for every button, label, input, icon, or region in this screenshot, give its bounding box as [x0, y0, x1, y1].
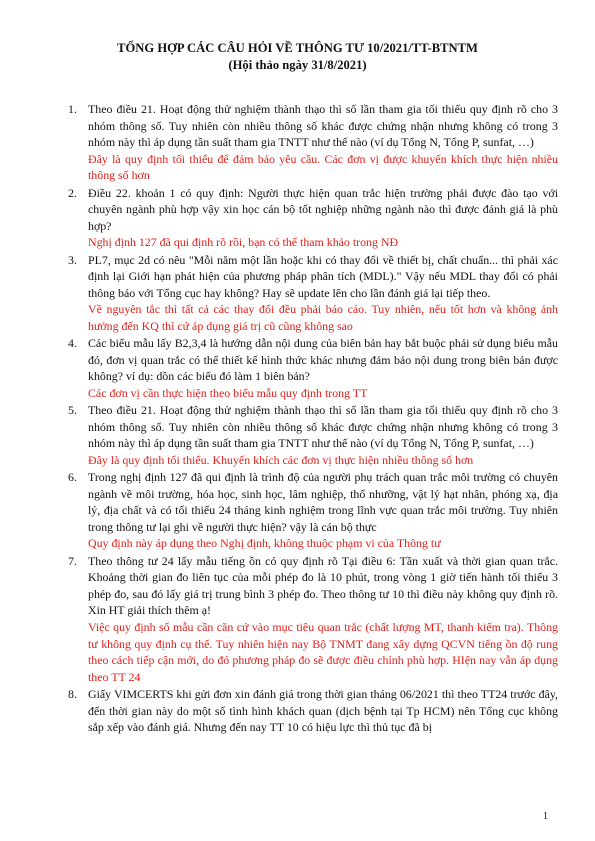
question-item-8	[68, 686, 558, 736]
question-number: 3.	[68, 252, 77, 267]
document-subtitle: (Hội thảo ngày 31/8/2021)	[228, 58, 367, 72]
question-text: Trong nghị định 127 đã qui định là trình độ của người phụ trách quan trắc môi trường có chuyên ngành về môi trường, hóa học, sinh học, lâm nghiệp, thổ nhưỡng, vật lý hạt nhân, phóng xạ, địa lý, địa chất và có tối thiểu 24 tháng kinh nghiệm trong lĩnh vực quan trắc môi trường. Tuy nhiên trong thông tư lại ghi về người thực hiện? vậy là cán bộ thực	[88, 470, 558, 534]
question-number: 1.	[68, 102, 77, 116]
question-item-3	[68, 252, 558, 335]
question-list	[68, 101, 558, 736]
answer-text: Quy định này áp dụng theo Nghị định, không thuộc phạm vi của Thông tư	[88, 536, 441, 551]
question-item-6	[68, 469, 558, 552]
question-text: Giấy VIMCERTS khi gửi đơn xin đánh giá trong thời gian tháng 06/2021 thì theo TT24 trước đây, đến thời gian này do một số tình hình khách quan (dịch bệnh tại Tp HCM) nên Tổng cục không sắp xếp vào đánh giá. Nhưng đến nay TT 10 có hiệu lực thì thủ tục đã bị	[88, 686, 558, 735]
answer-text: Về nguyên tắc thì tất cả các thay đổi đều phải báo cáo. Tuy nhiên, nếu tốt hơn và không ảnh hưởng đến KQ thì cứ áp dụng giá trị cũ cũng không sao	[88, 302, 558, 333]
question-number: 7.	[68, 553, 77, 568]
answer-text: Nghị định 127 đã qui định rõ rồi, bạn có thể tham khảo trong NĐ	[88, 235, 399, 250]
question-text: Các biểu mẫu lấy B2,3,4 là hướng dẫn nội dung của biên bản hay bắt buộc phải sử dụng biểu mẫu đó, đơn vị quan trắc có thể thiết kế hình thức khác nhưng đảm bảo nội dung trong biên bản được không? ví dụ: dồn các biểu đó làm 1 biên bản?	[88, 336, 558, 384]
question-text: Theo điều 21. Hoạt động thử nghiệm thành thạo thì số lần tham gia tối thiểu quy định rõ cho 3 nhóm thông số. Tuy nhiên còn nhiều thông số khác được chứng nhận nhưng không có trong 3 nhóm này thì áp dụng tần suất tham gia TNTT như thế nào (ví dụ Tổng N, Tổng P, sunfat, …)	[88, 102, 558, 150]
question-number: 5.	[68, 403, 77, 418]
document-header	[0, 40, 595, 74]
question-number: 6.	[68, 470, 77, 485]
question-text: Theo thông tư 24 lấy mẫu tiếng ồn có quy định rõ Tại điều 6: Tần xuất và thời gian quan trắc. Khoảng thời gian đo liên tục của mỗi phép đo là 10 phút, trong vòng 1 giờ tiến hành tối thiểu 3 phép đo, sau đó lấy giá trị trung bình 3 phép đo. Theo thông tư 10 thì điều này không quy định rõ. Xin HT giải thích thêm ạ!	[88, 553, 558, 618]
question-text: Theo điều 21. Hoạt động thử nghiệm thành thạo thì số lần tham gia tối thiểu quy định rõ cho 3 nhóm thông số. Tuy nhiên còn nhiều thông số khác được chứng nhận nhưng không có trong 3 nhóm này thì áp dụng tần suất tham gia TNTT như thế nào (ví dụ Tổng N, Tổng P, sunfat, …)	[88, 403, 558, 451]
question-item-4	[68, 335, 558, 401]
answer-text: Đây là quy định tối thiểu. Khuyến khích các đơn vị thực hiện nhiều thông số hơn	[88, 452, 474, 467]
question-item-2	[68, 185, 558, 251]
question-item-7	[68, 553, 558, 686]
question-number: 2.	[68, 185, 77, 200]
question-text: Điều 22. khoản 1 có quy định: Người thực hiện quan trắc hiện trường phải được đào tạo với chuyên ngành phù hợp vậy xin học cán bộ tốt nghiệp những ngành nào thì được đánh giá là phù hợp?	[88, 185, 558, 233]
question-number: 8.	[68, 686, 77, 701]
page-number: 1	[543, 811, 548, 822]
answer-text: Các đơn vị cần thực hiện theo biểu mẫu quy định trong TT	[88, 385, 368, 400]
question-item-5	[68, 402, 558, 468]
answer-text: Việc quy định số mẫu cần căn cứ vào mục tiêu quan trắc (chất lượng MT, thanh kiểm tra). Thông tư không quy định cụ thể. Tuy nhiên hiện nay Bộ TNMT đang xây dựng QCVN tiếng ồn độ rung theo cách tiếp cận mới, do đó phương pháp đo sẽ được điều chỉnh phù hợp. HIện nay vẫn áp dụng theo TT 24	[88, 619, 558, 684]
answer-text: Đây là quy định tối thiểu để đảm bảo yêu cầu. Các đơn vị được khuyến khích thực hiện nhiều thông số hơn	[88, 151, 558, 183]
question-number: 4.	[68, 336, 77, 351]
question-text: PL7, mục 2d có nêu "Mỗi năm một lần hoặc khi có thay đổi về thiết bị, chất chuẩn... thì phải xác định lại Giới hạn phát hiện của phương pháp phân tích (MDL)." Vậy nếu MDL thay đổi có phải thông báo với Tổng cục hay không? Hay sẽ update lên cho lần đánh giá lại tiếp theo.	[88, 252, 558, 300]
question-item-1	[68, 101, 558, 184]
document-title: TỔNG HỢP CÁC CÂU HỎI VỀ THÔNG TƯ 10/2021/TT-BTNTM	[117, 41, 478, 55]
